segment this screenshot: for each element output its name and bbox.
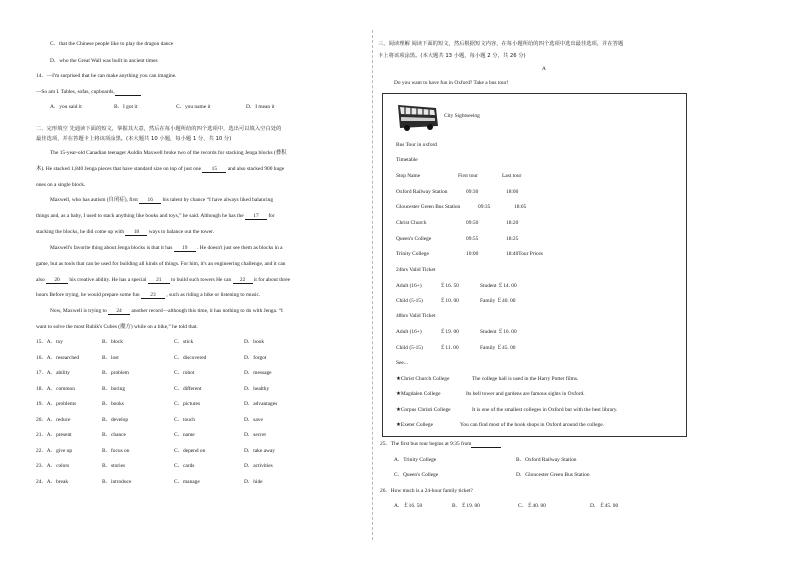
cloze-option: C．touch (174, 416, 195, 423)
cloze-option: B．stories (102, 463, 126, 469)
q13-option-d: D．who the Great Wall was built in ancient times (50, 58, 158, 64)
passage-p2-line3 (36, 229, 214, 236)
timetable-cell: 09:35 (478, 204, 491, 210)
blank-20: 20 (46, 277, 68, 284)
cloze-option: B．boring (102, 385, 126, 392)
passage-p3-line3 (36, 277, 290, 284)
cloze-option: B．problem (102, 370, 129, 376)
q14-option-d: D．I mean it (246, 104, 275, 110)
college-description: Its bell tower and gardens are famous sights in Oxford. (466, 391, 585, 398)
cloze-option: C．cards (174, 463, 195, 469)
q25-text: 25．The first bus tour begins at 9:35 from (380, 441, 472, 447)
cloze-option: D．activities (244, 463, 273, 469)
q14-option-a: A．you said it (50, 104, 82, 110)
ticket-48-child: Child (5-15) (396, 345, 423, 351)
passage-text: ways to balance out the tower. (148, 229, 215, 235)
q14-reply (36, 89, 141, 96)
cloze-option: B．introduce (102, 478, 132, 485)
college-name: ★Exeter College (396, 421, 434, 428)
timetable-cell: 18:00 (506, 189, 519, 195)
blank-24: 24 (108, 308, 130, 315)
passage-text: his talent by chance “I have always liked balancing (162, 197, 274, 203)
blank-21: 21 (148, 277, 170, 284)
passage-text: Now, Maxwell is trying to (50, 308, 107, 314)
q25-blank (471, 441, 501, 448)
q26-option-d: D．￡45. 00 (590, 503, 619, 509)
passage-text: and also stacked 900 huge (227, 166, 285, 172)
passage-p3-line2: game, but as tools that can be used for building all kinds of things. For him, it's an engineering challenge, and it can (36, 261, 286, 267)
q25-stem (380, 441, 501, 448)
passage-text: hours Before trying, he would prepare some fun (36, 292, 140, 298)
q13-option-c: C．that the Chinese people like to play the dragon dance (50, 41, 174, 47)
q25-option-c: C．Queen's College (394, 472, 439, 478)
blank-17: 17 (245, 213, 267, 220)
q14-option-c: C．you name it (176, 104, 211, 110)
cloze-option: D．book (244, 339, 265, 345)
college-name: ★Magdalen College (396, 391, 441, 398)
cloze-option: 21．A．present (36, 432, 72, 438)
timetable-header-last: Last tour (502, 173, 522, 179)
timetable-cell: Gloucester Green Bus Station (396, 204, 461, 210)
passage-p1-line3: ones on a single block. (36, 182, 86, 188)
passage-p4-line1 (50, 308, 283, 315)
timetable-cell: 18:20 (506, 220, 519, 226)
passage-p1-line1: The 15-year-old Canadian teenager Auldin Maxwell broke two of the records for stacking Jenga blocks (叠积 (50, 150, 287, 156)
cloze-option: C．robot (174, 370, 195, 376)
ticket-24-adult-price: ￡16. 50 (440, 283, 459, 289)
cloze-option: D．save (244, 416, 263, 423)
timetable-cell: 18:40Tour Prices (506, 251, 543, 257)
cloze-option: D．secret (244, 432, 266, 438)
cloze-option: 18．A．common (36, 385, 75, 392)
timetable-cell: Queen's College (396, 236, 432, 242)
blank-18: 18 (125, 229, 147, 236)
ticket-48-adult: Adult (16+) (396, 329, 422, 335)
blank-16: 16 (139, 197, 161, 204)
passage-text: his creative ability. He has a special (69, 277, 147, 283)
bus-tour-heading: Bus Tour in oxford (396, 142, 438, 148)
cloze-option: B．books (102, 401, 124, 407)
college-description: You can find most of the book shops in Oxford around the college. (460, 421, 604, 428)
q25-option-b: B．Oxford Railway Station (516, 457, 577, 463)
section2-heading-line1: 二、完形填空 先通读下面的短文，掌握其大意，然后在每小题所给的四个选项中，选出可以填入空白处的 (36, 126, 282, 132)
blank-19: 19 (174, 245, 196, 252)
cloze-option: C．different (174, 385, 202, 392)
q14-option-b: B．I got it (114, 104, 138, 110)
cloze-option: B．block (102, 339, 123, 345)
timetable-header-first: First tour (458, 173, 478, 179)
see-heading: See... (396, 360, 408, 366)
section2-heading-line2: 最佳选项，并在答题卡上将该项涂黑。(本大题共 10 小题，每小题 1 分，共 10 分) (36, 136, 232, 142)
cloze-option: 15．A．toy (36, 339, 63, 345)
passage-p1-line2 (36, 166, 284, 173)
timetable-cell: 09:30 (466, 189, 479, 195)
passage-text: to build such towers He can (171, 277, 232, 283)
passage-p3-line4 (36, 292, 260, 299)
passage-text: another record—although this time, it has nothing to do with Jenga. “I (131, 308, 283, 314)
passage-p4-line2: want to solve the most Rubik's Cubes (魔方) while on a bike,” he told that. (36, 324, 198, 330)
q25-option-a: A．Trinity College (394, 457, 437, 463)
timetable-cell: Christ Church (396, 220, 427, 226)
cloze-option: C．depend on (174, 447, 206, 454)
timetable-heading: Timetable (396, 157, 418, 163)
timetable-cell: 18:25 (506, 236, 519, 242)
timetable-cell: 10:00 (466, 251, 479, 257)
passage-text: , such as riding a bike or listening to music. (166, 292, 261, 298)
cloze-option: 17．A．ability (36, 370, 70, 376)
cloze-option: 23．A．colors (36, 463, 70, 469)
passage-text: . He doesn't just see them as blocks in a (197, 245, 283, 251)
timetable-cell: 09:55 (466, 236, 479, 242)
cloze-option: D．take away (244, 447, 275, 454)
passage-text: stacking the blocks, he did come up with (36, 229, 125, 235)
passage-text: Maxwell, who has autism (自闭症), first (50, 197, 138, 203)
q14-blank (115, 89, 141, 96)
passage-text: 木). He stacked 1,840 Jenga pieces that have standard size on top of just one (36, 166, 201, 172)
timetable-header-stop: Stop Name (396, 173, 421, 179)
q26-option-b: B．￡19. 00 (452, 503, 480, 509)
passage-intro: Do you want to have fun in Oxford? Take a bus tour! (394, 80, 509, 86)
college-description: The college hall is used in the Harry Potter films. (472, 376, 579, 382)
bus-icon (396, 102, 440, 132)
cloze-option: C．pictures (174, 401, 201, 407)
passage-text: things and, as a baby, I used to stack anything like books and toys,” he said. Although he has the (36, 213, 244, 219)
cloze-option: C．name (174, 432, 195, 438)
q14-reply-text: —So am I. Tables, sofas, cupboards, (36, 89, 115, 95)
ticket-24-adult: Adult (16+) (396, 283, 422, 289)
section3-heading-line2: 卡上将该项涂黑。(本大题共 13 小题，每小题 2 分，共 26 分) (378, 53, 526, 59)
timetable-cell: 09:50 (466, 220, 479, 226)
passage-p2-line1 (50, 197, 273, 204)
passage-p2-line2 (36, 213, 275, 220)
passage-text: also (36, 277, 45, 283)
cloze-option: 22．A．give up (36, 447, 73, 454)
cloze-option: D．advantages (244, 401, 278, 407)
cloze-option: C．stick (174, 339, 194, 345)
cloze-option: 19．A．problems (36, 401, 77, 407)
cloze-option: D．forgot (244, 354, 267, 361)
cloze-option: C．manage (174, 478, 200, 485)
ticket-48-adult-price: ￡19. 00 (440, 329, 459, 335)
passage-text: it for about three (253, 277, 291, 283)
passage-text: Maxwell's favorite thing about Jenga blocks is that it has (50, 245, 173, 251)
cloze-option: B．chance (102, 432, 126, 438)
city-sightseeing-title: City Sightseeing (444, 113, 480, 119)
q26-stem: 26．How much is a 24-hour family ticket? (380, 488, 473, 494)
passage-text: for (268, 213, 275, 219)
q26-option-c: C．￡40. 00 (518, 503, 546, 509)
ticket-48-child-price: ￡11. 00 (440, 345, 459, 351)
ticket-48-student: Student ￡16. 00 (480, 329, 517, 335)
ticket-24-child-price: ￡10. 00 (440, 298, 459, 304)
ticket-24-family: Family ￡40. 00 (480, 298, 516, 304)
ticket-24hrs-heading: 24hrs Valid Ticket (396, 267, 436, 273)
passage-p3-line1 (50, 245, 283, 252)
ticket-24-child: Child (5-15) (396, 298, 423, 304)
college-description: It is one of the smallest colleges in Oxford but with the best library. (472, 406, 618, 413)
ticket-48-family: Family ￡45. 00 (480, 345, 516, 351)
passage-label: A (542, 66, 546, 72)
blank-15: 15 (202, 166, 226, 173)
timetable-cell: Oxford Railway Station (396, 189, 448, 195)
timetable-cell: 18:05 (514, 204, 527, 210)
blank-22: 22 (233, 277, 253, 284)
cloze-option: 24．A．break (36, 478, 69, 485)
section3-heading-line1: 三、阅读理解 阅读下面的短文，然后根据短文内容，在每小题所给的四个选项中选出最佳选项，并在答题 (378, 41, 624, 47)
cloze-option: C．discovered (174, 354, 207, 361)
cloze-option: B．lost (102, 354, 119, 361)
cloze-option: 16．A．researched (36, 354, 80, 361)
q14-stem: 14．—I'm surprised that he can make anything you can imagine. (36, 73, 177, 79)
cloze-option: B．focus on (102, 447, 130, 454)
cloze-option: 20．A．reduce (36, 416, 71, 423)
cloze-option: D．message (244, 370, 272, 376)
college-name: ★Christ Church College (396, 376, 450, 382)
column-divider (372, 30, 373, 540)
cloze-option: D．hide (244, 478, 263, 485)
college-name: ★Corpus Christi College (396, 406, 451, 413)
cloze-option: D．healthy (244, 385, 270, 392)
cloze-option: B．develop (102, 416, 129, 423)
timetable-cell: Trinity College (396, 251, 429, 257)
q26-option-a: A．￡16. 50 (394, 503, 423, 509)
blank-23: 23 (141, 292, 165, 299)
ticket-24-student: Student ￡14. 00 (480, 283, 517, 289)
ticket-48hrs-heading: 48hrs Valid Ticket (396, 313, 436, 319)
q25-option-d: D．Gloucester Green Bus Station (516, 472, 590, 478)
